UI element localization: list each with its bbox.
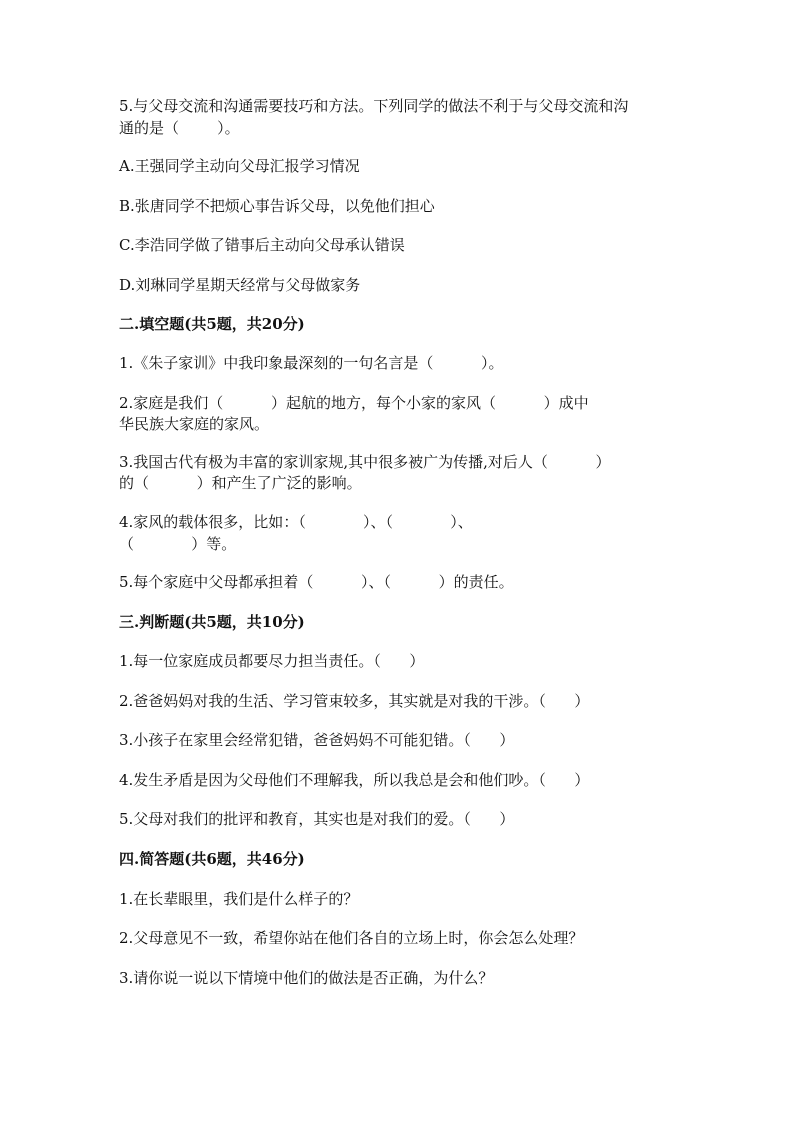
section-heading: 三.判断题(共5题，共10分) [119,613,305,631]
short-answer-item: 2.父母意见不一致，希望你站在他们各自的立场上时，你会怎么处理？ [119,929,584,947]
true-false-item: 4.发生矛盾是因为父母他们不理解我，所以我总是会和他们吵。（ ） [119,771,590,789]
true-false-item: 5.父母对我们的批评和教育，其实也是对我们的爱。（ ） [119,810,515,828]
option-b: B.张唐同学不把烦心事告诉父母，以免他们担心 [119,197,435,215]
fill-blank-item: （ ）等。 [119,535,237,553]
option-d: D.刘琳同学星期天经常与父母做家务 [119,276,361,294]
option-c: C.李浩同学做了错事后主动向父母承认错误 [119,236,405,254]
question-text: 5.与父母交流和沟通需要技巧和方法。下列同学的做法不利于与父母交流和沟 [119,97,629,115]
fill-blank-item: 华民族大家庭的家风。 [119,415,270,433]
fill-blank-item: 2.家庭是我们（ ）起航的地方，每个小家的家风（ ）成中 [119,394,589,412]
fill-blank-item: 的（ ）和产生了广泛的影响。 [119,474,362,492]
true-false-item: 3.小孩子在家里会经常犯错，爸爸妈妈不可能犯错。（ ） [119,731,515,749]
fill-blank-item: 1.《朱子家训》中我印象最深刻的一句名言是（ ）。 [119,354,504,372]
fill-blank-item: 5.每个家庭中父母都承担着（ ）、（ ）的责任。 [119,573,514,591]
true-false-item: 2.爸爸妈妈对我的生活、学习管束较多，其实就是对我的干涉。（ ） [119,692,590,710]
question-text: 通的是（ ）。 [119,119,240,137]
short-answer-item: 1.在长辈眼里，我们是什么样子的？ [119,890,359,908]
option-a: A.王强同学主动向父母汇报学习情况 [119,157,360,175]
fill-blank-item: 4.家风的载体很多，比如：（ ）、（ ）、 [119,513,473,531]
short-answer-item: 3.请你说一说以下情境中他们的做法是否正确，为什么？ [119,969,494,987]
true-false-item: 1.每一位家庭成员都要尽力担当责任。（ ） [119,652,425,670]
section-heading: 四.简答题(共6题，共46分) [119,850,305,868]
fill-blank-item: 3.我国古代有极为丰富的家训家规,其中很多被广为传播,对后人（ ） [119,453,611,471]
section-heading: 二.填空题(共5题，共20分) [119,315,305,333]
